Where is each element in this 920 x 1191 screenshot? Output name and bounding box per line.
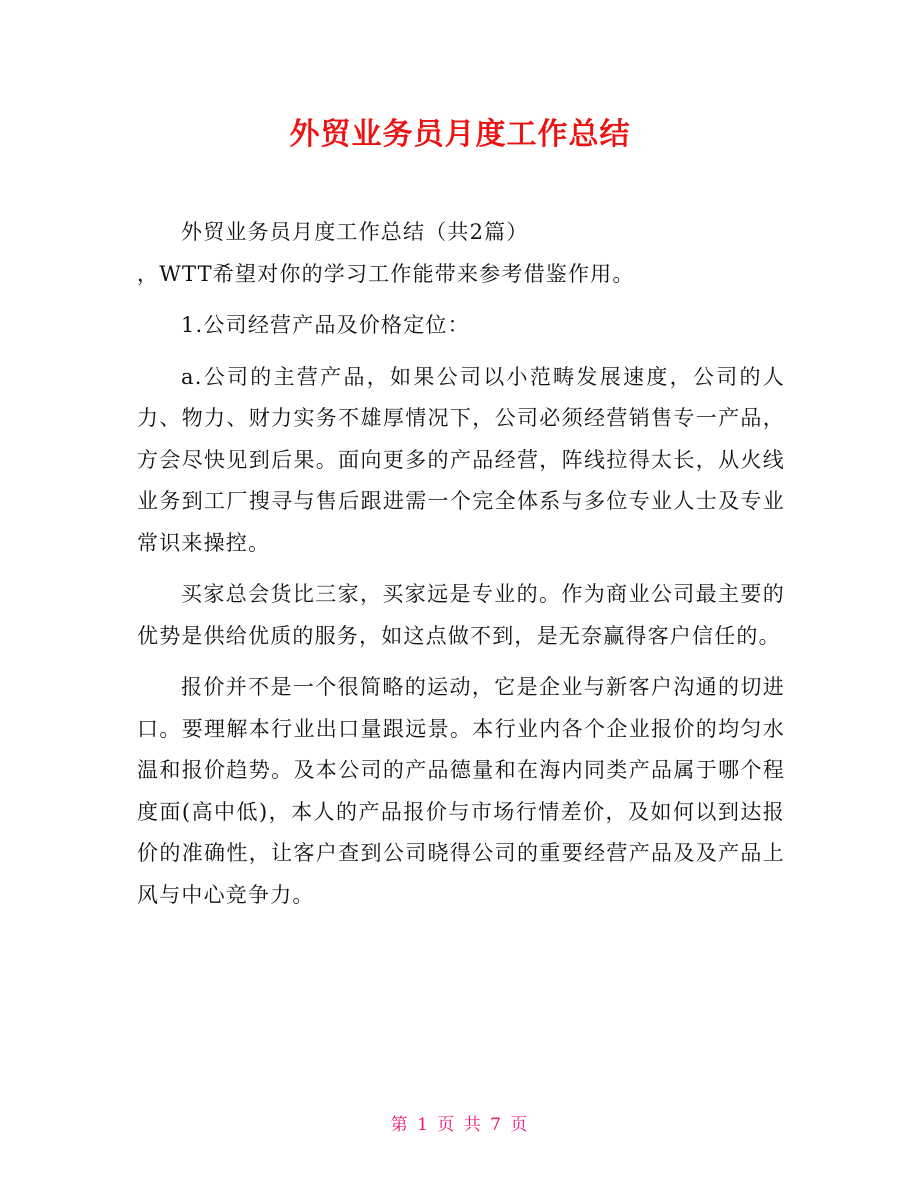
- page-number-footer: 第 1 页 共 7 页: [390, 1115, 530, 1135]
- paragraph-quotation: 报价并不是一个很简略的运动，它是企业与新客户沟通的切进口。要理解本行业出口量跟远景。本行业内各个企业报价的均匀水温和报价趋势。及本公司的产品德量和在海内同类产品属于哪个程度面(高中低)，本人的产品报价与市场行情差价，及如何以到达报价的准确性，让客户查到公司晓得公司的重要经营产品及及产品上风与中心竞争力。: [137, 675, 785, 907]
- paragraph-section-1: 1.公司经营产品及价格定位：: [181, 313, 470, 337]
- paragraph-buyers: 买家总会货比三家，买家远是专业的。作为商业公司最主要的优势是供给优质的服务，如这点做不到，是无奈赢得客户信任的。: [137, 582, 785, 648]
- paragraph-intro: ，WTT希望对你的学习工作能带来参考借鉴作用。: [137, 261, 635, 286]
- document-body: [137, 212, 785, 916]
- paragraph-main-product: a.公司的主营产品，如果公司以小范畴发展速度，公司的人力、物力、财力实务不雄厚情况下，公司必须经营销售专一产品，方会尽快见到后果。面向更多的产品经营，阵线拉得太长，从火线业务到工厂搜寻与售后跟进需一个完全体系与多位专业人士及专业常识来操控。: [137, 364, 785, 555]
- document-title: 外贸业务员月度工作总结: [289, 117, 631, 152]
- paragraph-heading: 外贸业务员月度工作总结（共2篇）: [181, 220, 529, 244]
